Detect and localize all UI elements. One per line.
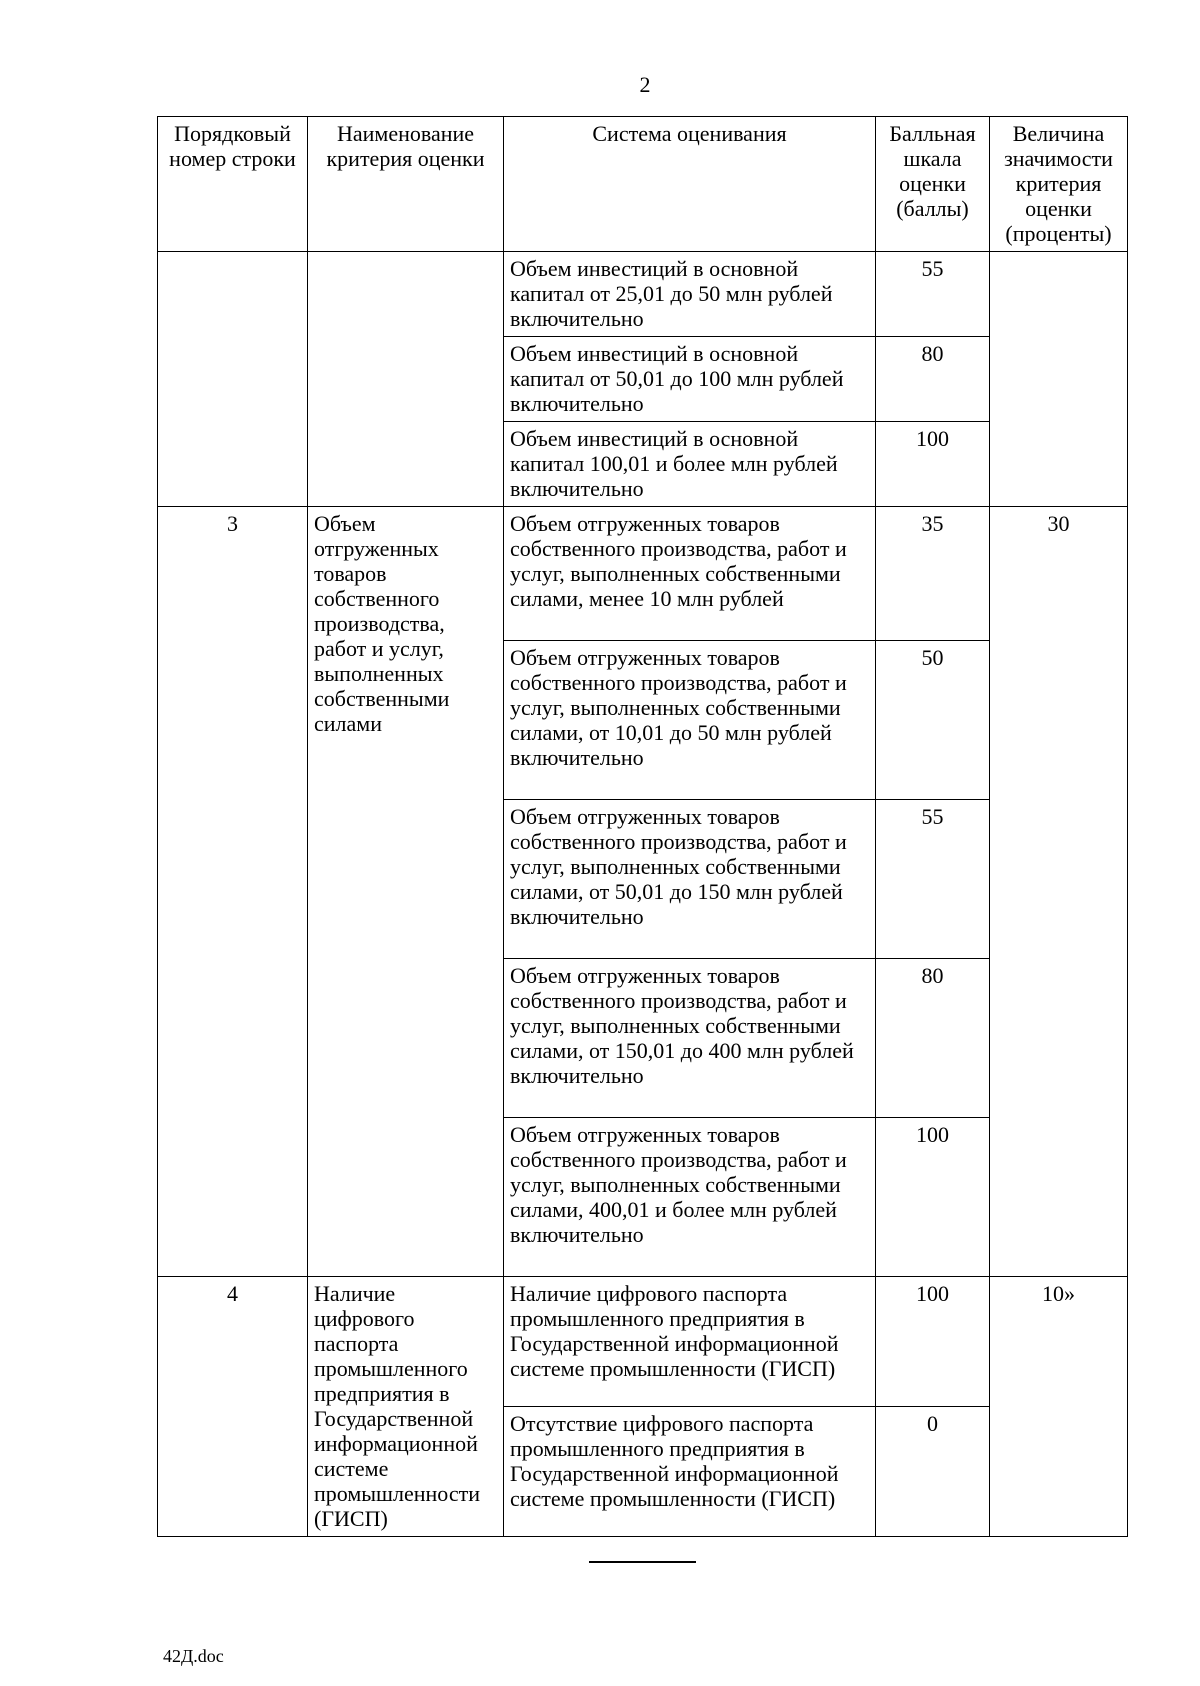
table-row: [158, 507, 1128, 641]
score-cell: 80: [876, 337, 990, 422]
header-row-number: Порядковый номер строки: [158, 117, 308, 252]
page-number: 2: [639, 72, 651, 97]
score-cell: 100: [876, 1118, 990, 1277]
criterion-name-cell: [308, 252, 504, 507]
score-cell: 50: [876, 641, 990, 800]
evaluation-option: Объем отгруженных товаров собственного производства, работ и услуг, выполненных собственными силами, от 50,01 до 150 млн рублей включительно: [504, 800, 876, 959]
weight-cell: [990, 252, 1128, 507]
evaluation-option: Объем инвестиций в основной капитал от 50,01 до 100 млн рублей включительно: [504, 337, 876, 422]
header-score-scale: Балльная шкала оценки (баллы): [876, 117, 990, 252]
criterion-name-cell: Объем отгруженных товаров собственного производства, работ и услуг, выполненных собственными силами: [308, 507, 504, 1277]
score-cell: 100: [876, 1277, 990, 1407]
score-cell: 55: [876, 800, 990, 959]
criterion-name-cell: Наличие цифрового паспорта промышленного предприятия в Государственной информационной системе промышленности (ГИСП): [308, 1277, 504, 1537]
evaluation-option: Объем инвестиций в основной капитал от 25,01 до 50 млн рублей включительно: [504, 252, 876, 337]
score-cell: 80: [876, 959, 990, 1118]
table-row: [158, 252, 1128, 337]
table-header-row: [158, 117, 1128, 252]
score-cell: 100: [876, 422, 990, 507]
score-cell: 0: [876, 1407, 990, 1537]
end-of-table-rule: [589, 1561, 696, 1563]
score-cell: 35: [876, 507, 990, 641]
row-number-cell: [158, 252, 308, 507]
table-row: [158, 1277, 1128, 1407]
evaluation-option: Объем отгруженных товаров собственного производства, работ и услуг, выполненных собственными силами, 400,01 и более млн рублей включительно: [504, 1118, 876, 1277]
evaluation-option: Наличие цифрового паспорта промышленного предприятия в Государственной информационной системе промышленности (ГИСП): [504, 1277, 876, 1407]
weight-cell: 10»: [990, 1277, 1128, 1537]
row-number-cell: 3: [158, 507, 308, 1277]
criteria-table: [157, 116, 1128, 1537]
evaluation-option: Объем отгруженных товаров собственного производства, работ и услуг, выполненных собственными силами, от 150,01 до 400 млн рублей включительно: [504, 959, 876, 1118]
weight-cell: 30: [990, 507, 1128, 1277]
evaluation-option: Объем инвестиций в основной капитал 100,01 и более млн рублей включительно: [504, 422, 876, 507]
header-weight: Величина значимости критерия оценки (проценты): [990, 117, 1128, 252]
row-number-cell: 4: [158, 1277, 308, 1537]
score-cell: 55: [876, 252, 990, 337]
evaluation-option: Объем отгруженных товаров собственного производства, работ и услуг, выполненных собственными силами, от 10,01 до 50 млн рублей включительно: [504, 641, 876, 800]
header-evaluation-system: Система оценивания: [504, 117, 876, 252]
evaluation-option: Объем отгруженных товаров собственного производства, работ и услуг, выполненных собственными силами, менее 10 млн рублей: [504, 507, 876, 641]
evaluation-option: Отсутствие цифрового паспорта промышленного предприятия в Государственной информационной системе промышленности (ГИСП): [504, 1407, 876, 1537]
file-name: 42Д.doc: [163, 1646, 224, 1666]
header-criterion-name: Наименование критерия оценки: [308, 117, 504, 252]
